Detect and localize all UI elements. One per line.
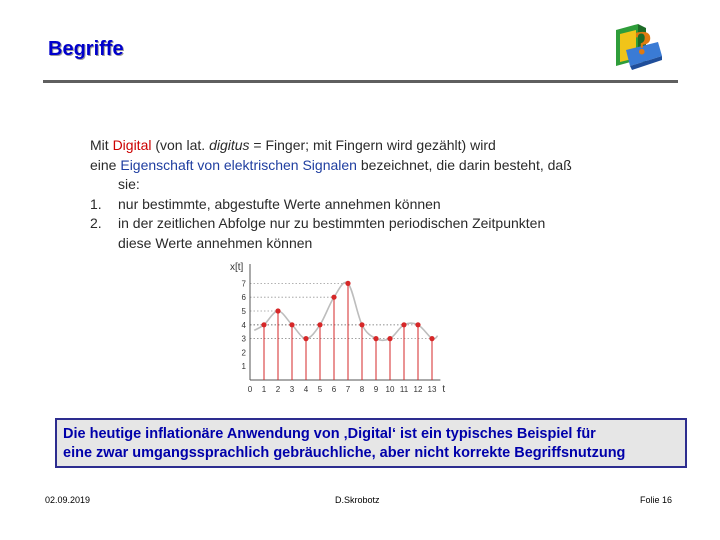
sample-point xyxy=(331,295,336,300)
y-axis-label: x[t] xyxy=(230,262,244,273)
y-tick-label: 3 xyxy=(241,334,246,344)
sampled-signal-chart xyxy=(228,258,468,400)
footer-date: 02.09.2019 xyxy=(45,495,91,505)
question-book-icon xyxy=(608,20,664,72)
sample-point xyxy=(303,336,308,341)
x-tick-label: 11 xyxy=(399,385,409,394)
list-item-continuation: diese Werte annehmen können xyxy=(118,234,313,251)
x-tick-label: 0 xyxy=(247,385,253,394)
definition-text xyxy=(90,136,650,254)
sample-point xyxy=(415,322,420,327)
x-axis-label: t xyxy=(442,384,446,395)
callout-line-2: eine zwar umgangssprachlich gebräuchliche, aber nicht korrekte Begriffsnutzung xyxy=(63,445,626,461)
intro-line-3: sie: xyxy=(118,176,140,193)
callout-box xyxy=(55,418,687,468)
term-digital: Digital xyxy=(112,137,152,153)
sample-point xyxy=(429,336,434,341)
sample-point xyxy=(275,308,280,313)
sample-point xyxy=(359,322,364,327)
list-item: 1. nur bestimmte, abgestufte Werte annehmen können xyxy=(90,195,441,212)
slide-title: Begriffe xyxy=(48,38,124,60)
sample-point xyxy=(373,336,378,341)
sample-point xyxy=(345,281,350,286)
term-digitus: digitus xyxy=(209,137,250,153)
title-underline xyxy=(43,80,678,83)
x-tick-label: 1 xyxy=(261,385,267,394)
x-tick-label: 4 xyxy=(303,385,309,394)
sample-point xyxy=(289,322,294,327)
x-tick-label: 10 xyxy=(385,385,395,394)
y-tick-label: 1 xyxy=(241,362,246,372)
sample-point xyxy=(401,322,406,327)
intro-line-2: eine Eigenschaft von elektrischen Signalen bezeichnet, die darin besteht, daß xyxy=(90,156,572,173)
y-tick-label: 5 xyxy=(241,307,246,316)
callout-line-1: Die heutige inflationäre Anwendung von ‚Digital‘ ist ein typisches Beispiel für xyxy=(63,426,596,442)
x-tick-label: 5 xyxy=(317,385,323,394)
footer-author: D.Skrobotz xyxy=(335,495,380,505)
signal-property: Eigenschaft von elektrischen Signalen xyxy=(120,156,357,173)
x-tick-label: 12 xyxy=(413,385,423,394)
svg-text:?: ? xyxy=(634,27,652,62)
y-tick-label: 7 xyxy=(241,279,246,289)
intro-line-1: Mit Digital (von lat. digitus = Finger; mit Fingern wird gezählt) wird xyxy=(90,137,496,153)
y-tick-label: 6 xyxy=(241,293,246,303)
analog-curve xyxy=(254,282,437,340)
y-tick-label: 4 xyxy=(241,320,246,330)
sample-point xyxy=(317,322,322,327)
x-tick-label: 7 xyxy=(345,385,351,394)
x-tick-label: 8 xyxy=(359,385,365,394)
x-tick-label: 6 xyxy=(331,385,337,394)
footer-page-number: Folie 16 xyxy=(640,495,673,505)
x-tick-label: 3 xyxy=(289,385,295,394)
y-tick-label: 2 xyxy=(241,348,246,358)
sample-point xyxy=(261,322,266,327)
list-item: 2. in der zeitlichen Abfolge nur zu bestimmten periodischen Zeitpunkten xyxy=(90,215,546,232)
x-tick-label: 2 xyxy=(275,385,281,394)
x-tick-label: 13 xyxy=(427,385,437,394)
x-tick-label: 9 xyxy=(373,385,379,394)
sample-point xyxy=(387,336,392,341)
